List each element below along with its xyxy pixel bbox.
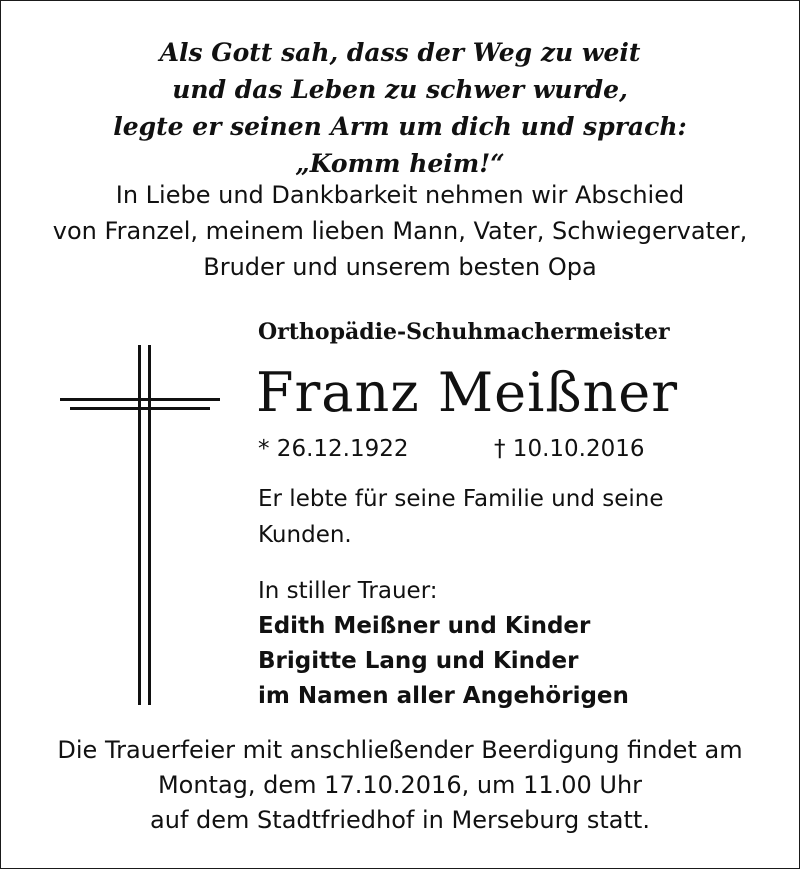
intro-line: In Liebe und Dankbarkeit nehmen wir Abschied xyxy=(115,181,685,209)
intro-line: Bruder und unserem besten Opa xyxy=(203,253,597,281)
tribute-text xyxy=(258,481,738,553)
death-date: † 10.10.2016 xyxy=(494,436,645,462)
tribute-line: Er lebte für seine Familie und seine xyxy=(258,486,664,512)
cross-icon xyxy=(60,345,220,705)
mourners-block xyxy=(258,574,629,714)
quote-line: Als Gott sah, dass der Weg zu weit xyxy=(159,38,641,67)
quote-line: und das Leben zu schwer wurde, xyxy=(172,75,628,104)
deceased-name: Franz Meißner xyxy=(256,361,679,424)
mourner-name: im Namen aller Angehörigen xyxy=(258,683,629,709)
mourning-intro: In stiller Trauer: xyxy=(258,578,438,604)
mourner-name: Brigitte Lang und Kinder xyxy=(258,648,579,674)
closing-line: Die Trauerfeier mit anschließender Beerdigung findet am xyxy=(57,736,743,764)
birth-date: * 26.12.1922 xyxy=(258,436,409,462)
closing-line: Montag, dem 17.10.2016, um 11.00 Uhr xyxy=(157,771,643,799)
deceased-profession: Orthopädie-Schuhmachermeister xyxy=(258,319,670,345)
intro-line: von Franzel, meinem lieben Mann, Vater, Schwiegervater, xyxy=(52,217,748,245)
memorial-quote xyxy=(0,34,800,182)
farewell-intro xyxy=(0,177,800,285)
tribute-line: Kunden. xyxy=(258,522,352,548)
quote-line: legte er seinen Arm um dich und sprach: xyxy=(113,112,687,141)
closing-line: auf dem Stadtfriedhof in Merseburg statt. xyxy=(150,806,650,834)
quote-line: „Komm heim!“ xyxy=(295,149,505,178)
mourner-name: Edith Meißner und Kinder xyxy=(258,613,591,639)
funeral-announcement xyxy=(0,733,800,838)
